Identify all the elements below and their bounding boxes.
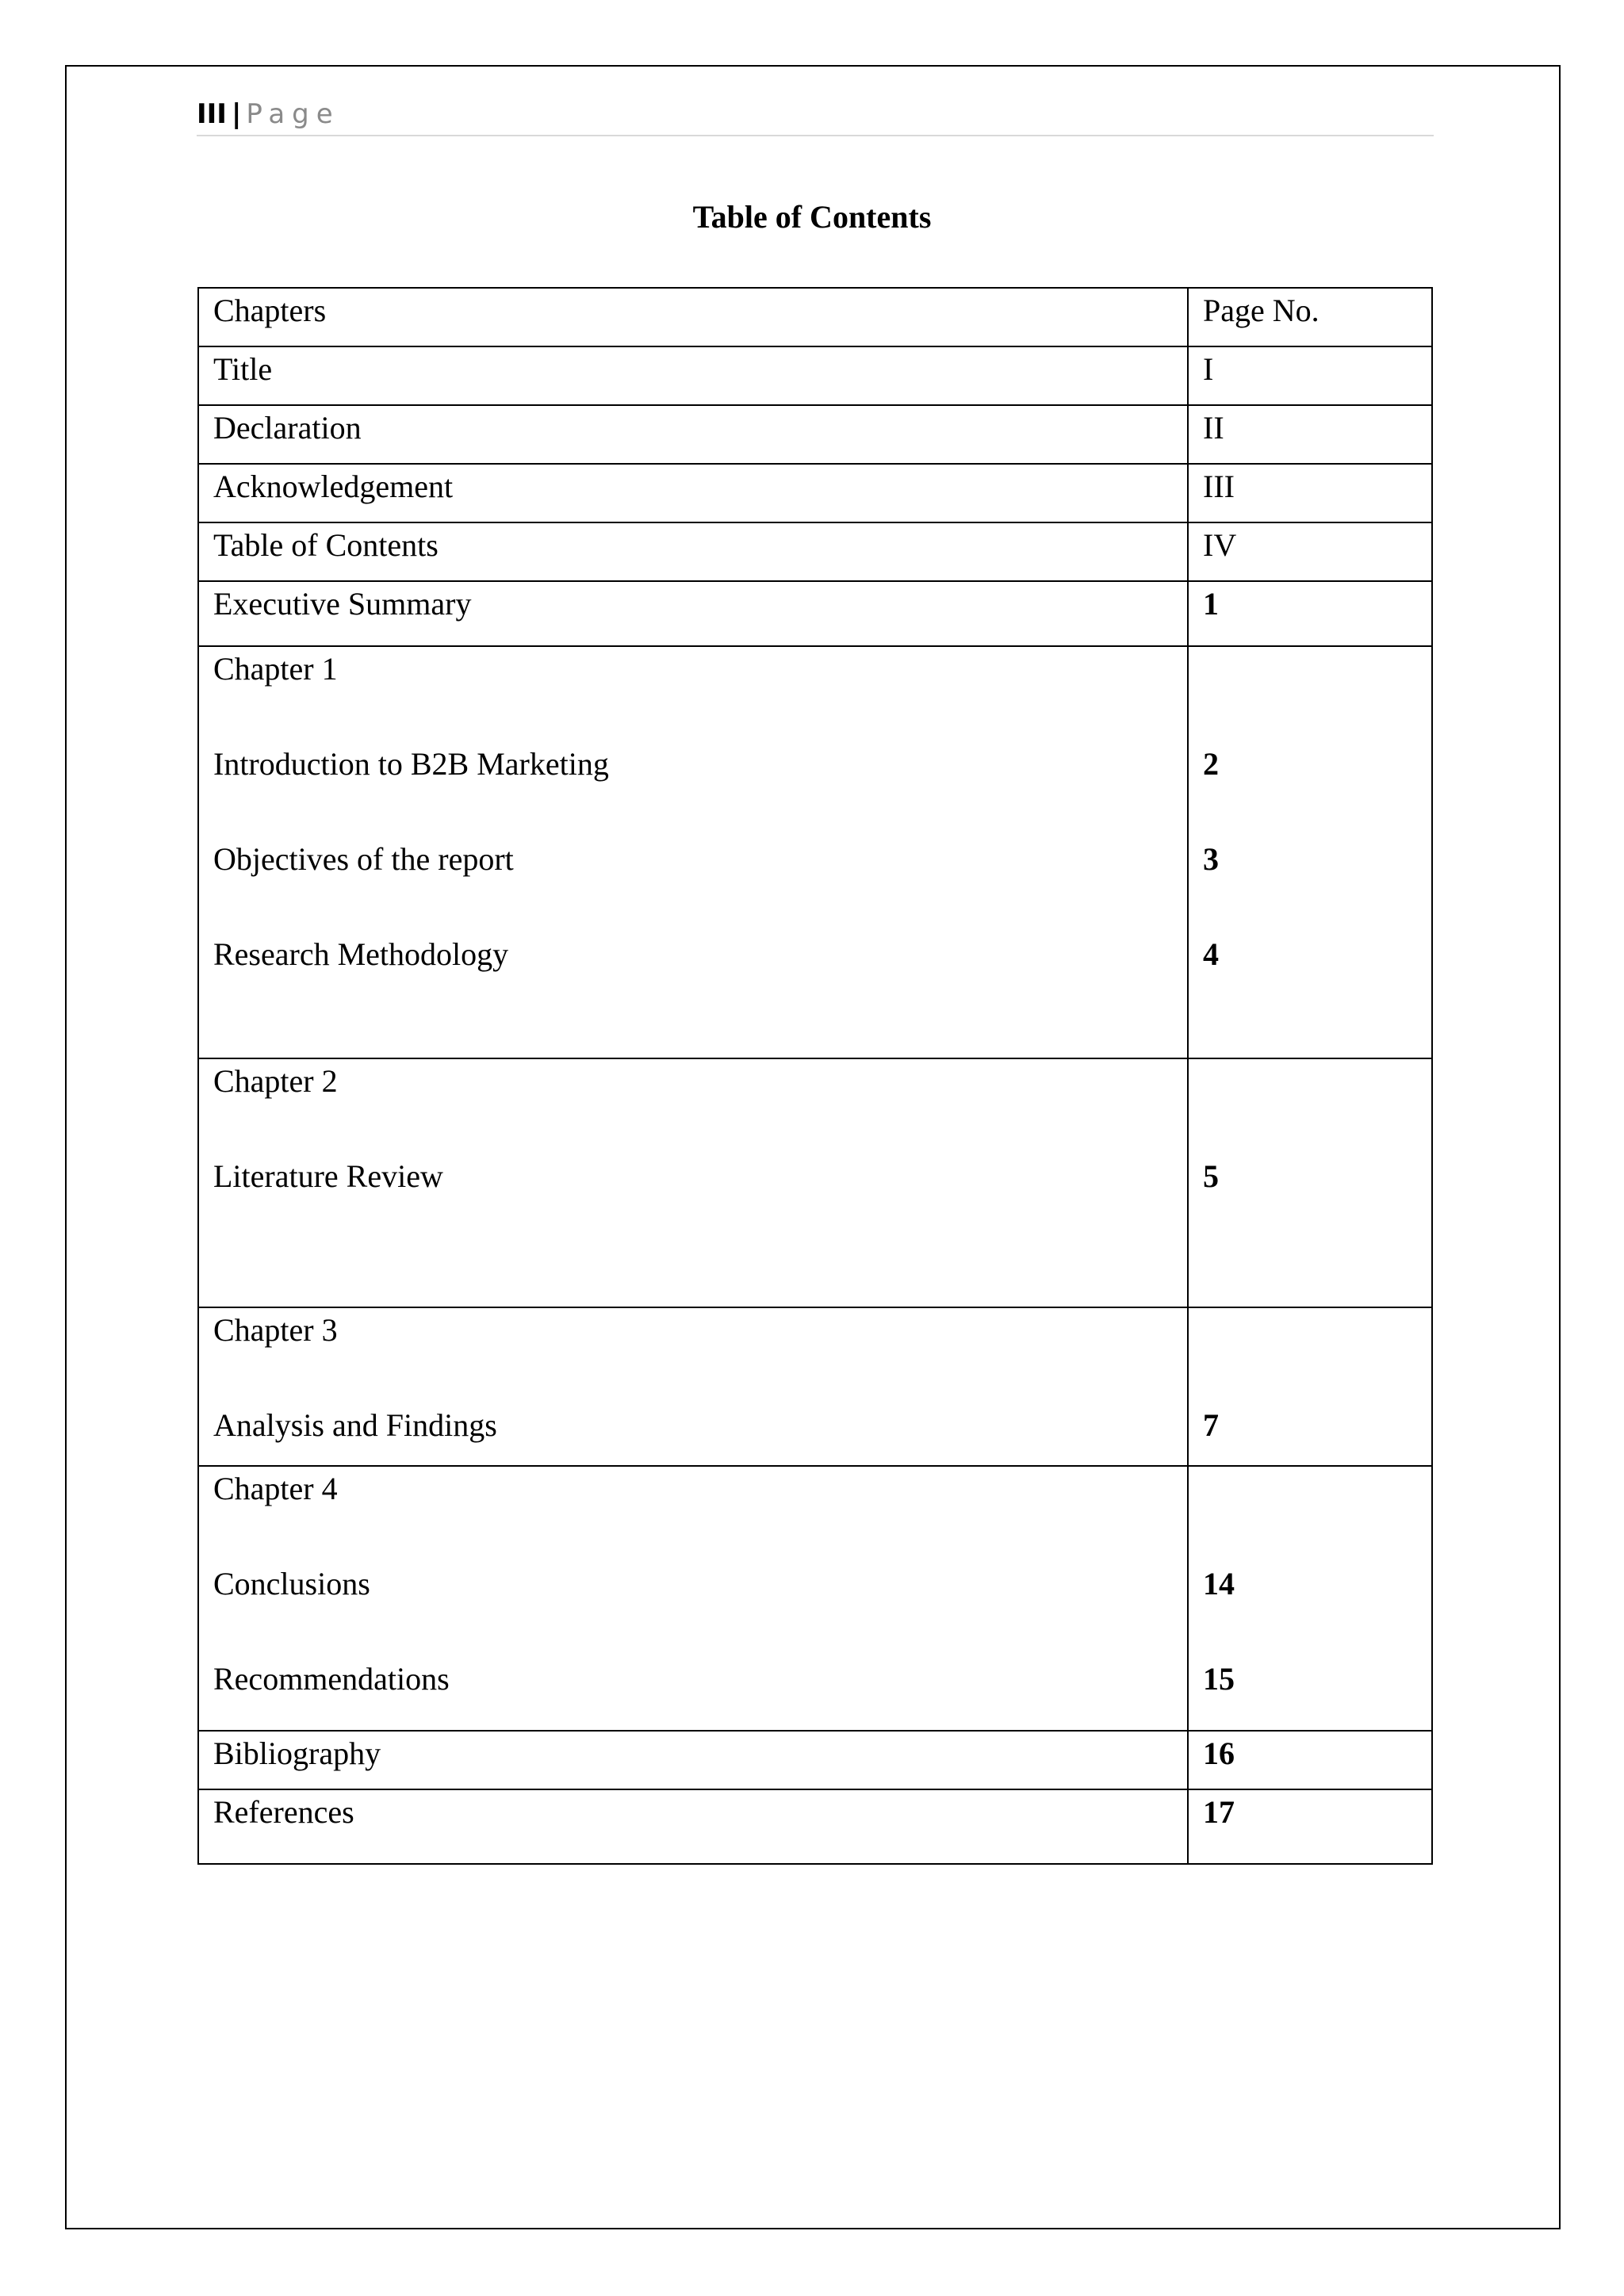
toc-row-label: Table of Contents bbox=[198, 522, 1188, 581]
toc-header-row bbox=[198, 288, 1432, 346]
header-page-number: III bbox=[197, 98, 227, 130]
chapter-item-page: 5 bbox=[1203, 1158, 1219, 1194]
toc-chapter-3 bbox=[198, 1307, 1432, 1466]
chapter-item-page: 4 bbox=[1203, 936, 1219, 972]
chapter-item-page: 2 bbox=[1203, 746, 1219, 782]
chapter-item-page: 15 bbox=[1203, 1661, 1235, 1697]
page-header bbox=[197, 92, 1434, 136]
toc-row-page: IV bbox=[1188, 522, 1432, 581]
chapter-item-label: Research Methodology bbox=[213, 936, 509, 972]
toc-header-page: Page No. bbox=[1188, 288, 1432, 346]
toc-row bbox=[198, 405, 1432, 464]
toc-chapter-3-pages bbox=[1188, 1307, 1432, 1466]
chapter-item-label: Introduction to B2B Marketing bbox=[213, 746, 609, 782]
chapter-item-page: 3 bbox=[1203, 841, 1219, 877]
chapter-item-page: 7 bbox=[1203, 1407, 1219, 1443]
header-separator: | bbox=[231, 98, 242, 130]
toc-row-label: Bibliography bbox=[198, 1731, 1188, 1789]
chapter-item-label: Objectives of the report bbox=[213, 841, 514, 877]
toc-chapter-1-pages bbox=[1188, 646, 1432, 1058]
chapter-item-page: 14 bbox=[1203, 1566, 1235, 1601]
chapter-item-label: Literature Review bbox=[213, 1158, 443, 1194]
toc-row bbox=[198, 1731, 1432, 1789]
toc-row-page: I bbox=[1188, 346, 1432, 405]
chapter-heading: Chapter 3 bbox=[213, 1312, 338, 1348]
toc-row bbox=[198, 581, 1432, 646]
toc-chapter-4 bbox=[198, 1466, 1432, 1731]
toc-chapter-3-labels bbox=[198, 1307, 1188, 1466]
chapter-item-label: Conclusions bbox=[213, 1566, 370, 1601]
toc-row-label: Title bbox=[198, 346, 1188, 405]
toc-row-label: Acknowledgement bbox=[198, 464, 1188, 522]
chapter-item-label: Recommendations bbox=[213, 1661, 450, 1697]
toc-row bbox=[198, 1789, 1432, 1864]
toc-row bbox=[198, 522, 1432, 581]
toc-row-page: III bbox=[1188, 464, 1432, 522]
chapter-heading: Chapter 2 bbox=[213, 1063, 338, 1099]
toc-row-page: II bbox=[1188, 405, 1432, 464]
toc-chapter-4-pages bbox=[1188, 1466, 1432, 1731]
toc-chapter-4-labels bbox=[198, 1466, 1188, 1731]
toc-row-label: References bbox=[198, 1789, 1188, 1864]
header-page-word: Page bbox=[246, 98, 340, 130]
toc-chapter-1-labels bbox=[198, 646, 1188, 1058]
toc-chapter-2-labels bbox=[198, 1058, 1188, 1307]
toc-header-chapters: Chapters bbox=[198, 288, 1188, 346]
toc-row-page: 16 bbox=[1188, 1731, 1432, 1789]
toc-row-label: Executive Summary bbox=[198, 581, 1188, 646]
toc-row bbox=[198, 464, 1432, 522]
chapter-item-label: Analysis and Findings bbox=[213, 1407, 497, 1443]
toc-chapter-2-pages bbox=[1188, 1058, 1432, 1307]
page-title: Table of Contents bbox=[692, 199, 932, 235]
toc-table bbox=[197, 287, 1433, 1865]
chapter-heading: Chapter 1 bbox=[213, 651, 338, 687]
toc-row-page: 17 bbox=[1188, 1789, 1432, 1864]
toc-row-label: Declaration bbox=[198, 405, 1188, 464]
toc-row bbox=[198, 346, 1432, 405]
toc-chapter-2 bbox=[198, 1058, 1432, 1307]
toc-chapter-1 bbox=[198, 646, 1432, 1058]
toc-row-page: 1 bbox=[1188, 581, 1432, 646]
chapter-heading: Chapter 4 bbox=[213, 1471, 338, 1506]
